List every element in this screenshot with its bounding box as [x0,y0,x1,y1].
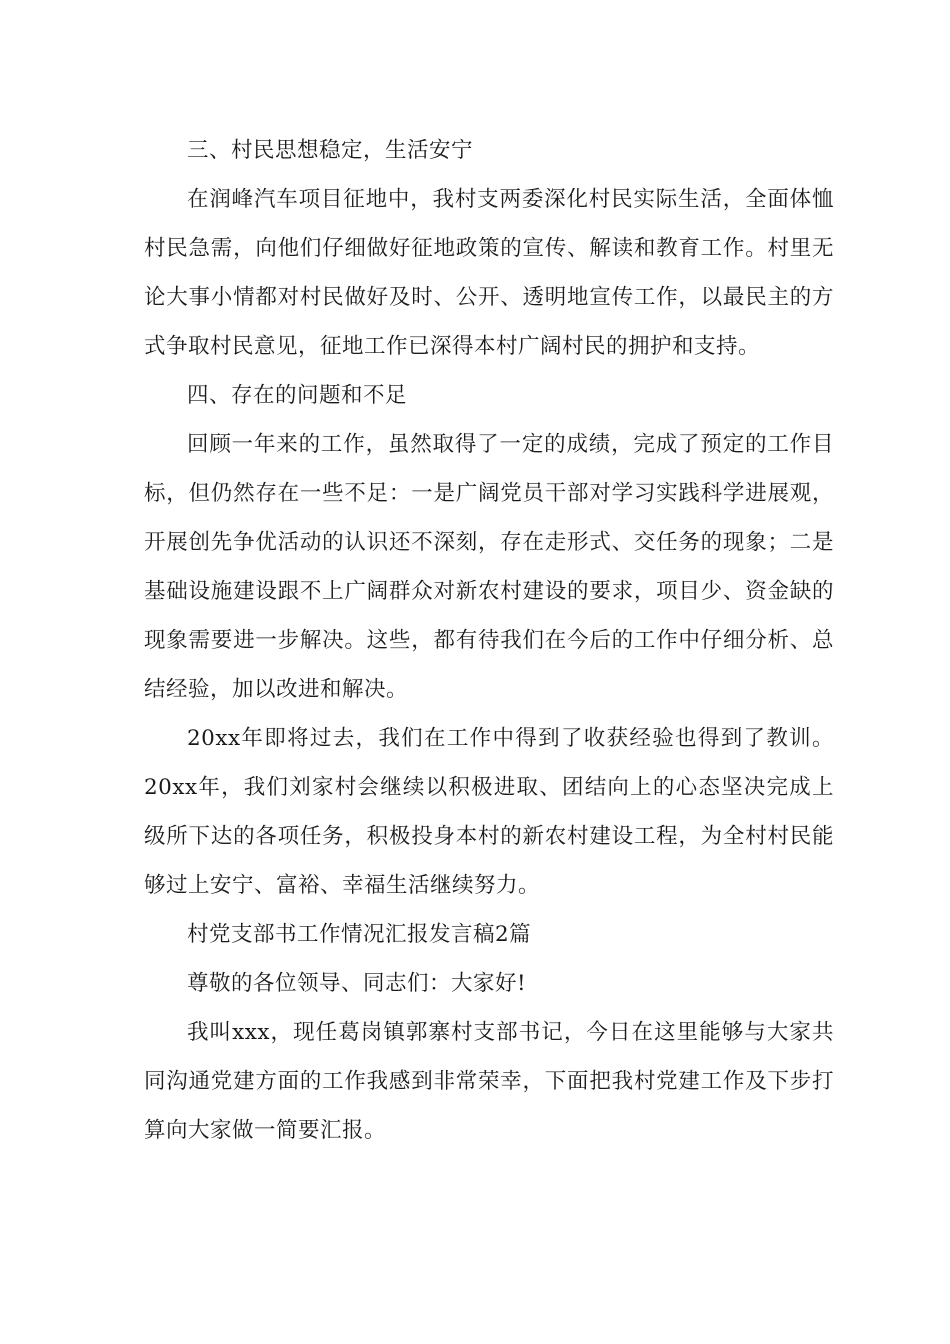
document-body [144,126,834,1155]
paragraph-land-acquisition: 在润峰汽车项目征地中，我村支两委深化村民实际生活，全面体恤村民急需，向他们仔细做好征地政策的宣传、解读和教育工作。村里无论大事小情都对村民做好及时、公开、透明地宣传工作，以最民主的方式争取村民意见，征地工作已深得本村广阔村民的拥护和支持。 [144,187,834,359]
speech-title: 村党支部书工作情况汇报发言稿2篇 [187,922,532,947]
paragraph-next-year: 20xx年即将过去，我们在工作中得到了收获经验也得到了教训。20xx年，我们刘家村会继续以积极进取、团结向上的心态坚决完成上级所下达的各项任务，积极投身本村的新农村建设工程，为全村村民能够过上安宁、富裕、幸福生活继续努力。 [144,726,834,898]
paragraph-introduction: 我叫xxx，现任葛岗镇郭寨村支部书记，今日在这里能够与大家共同沟通党建方面的工作我感到非常荣幸，下面把我村党建工作及下步打算向大家做一简要汇报。 [144,1020,834,1143]
section-heading-3: 三、村民思想稳定，生活安宁 [187,138,474,163]
section-heading-4: 四、存在的问题和不足 [187,383,408,408]
salutation: 尊敬的各位领导、同志们：大家好! [187,971,527,996]
paragraph-problems: 回顾一年来的工作，虽然取得了一定的成绩，完成了预定的工作目标，但仍然存在一些不足：一是广阔党员干部对学习实践科学进展观，开展创先争优活动的认识还不深刻，存在走形式、交任务的现象；二是基础设施建设跟不上广阔群众对新农村建设的要求，项目少、资金缺的现象需要进一步解决。这些，都有待我们在今后的工作中仔细分析、总结经验，加以改进和解决。 [144,432,834,702]
